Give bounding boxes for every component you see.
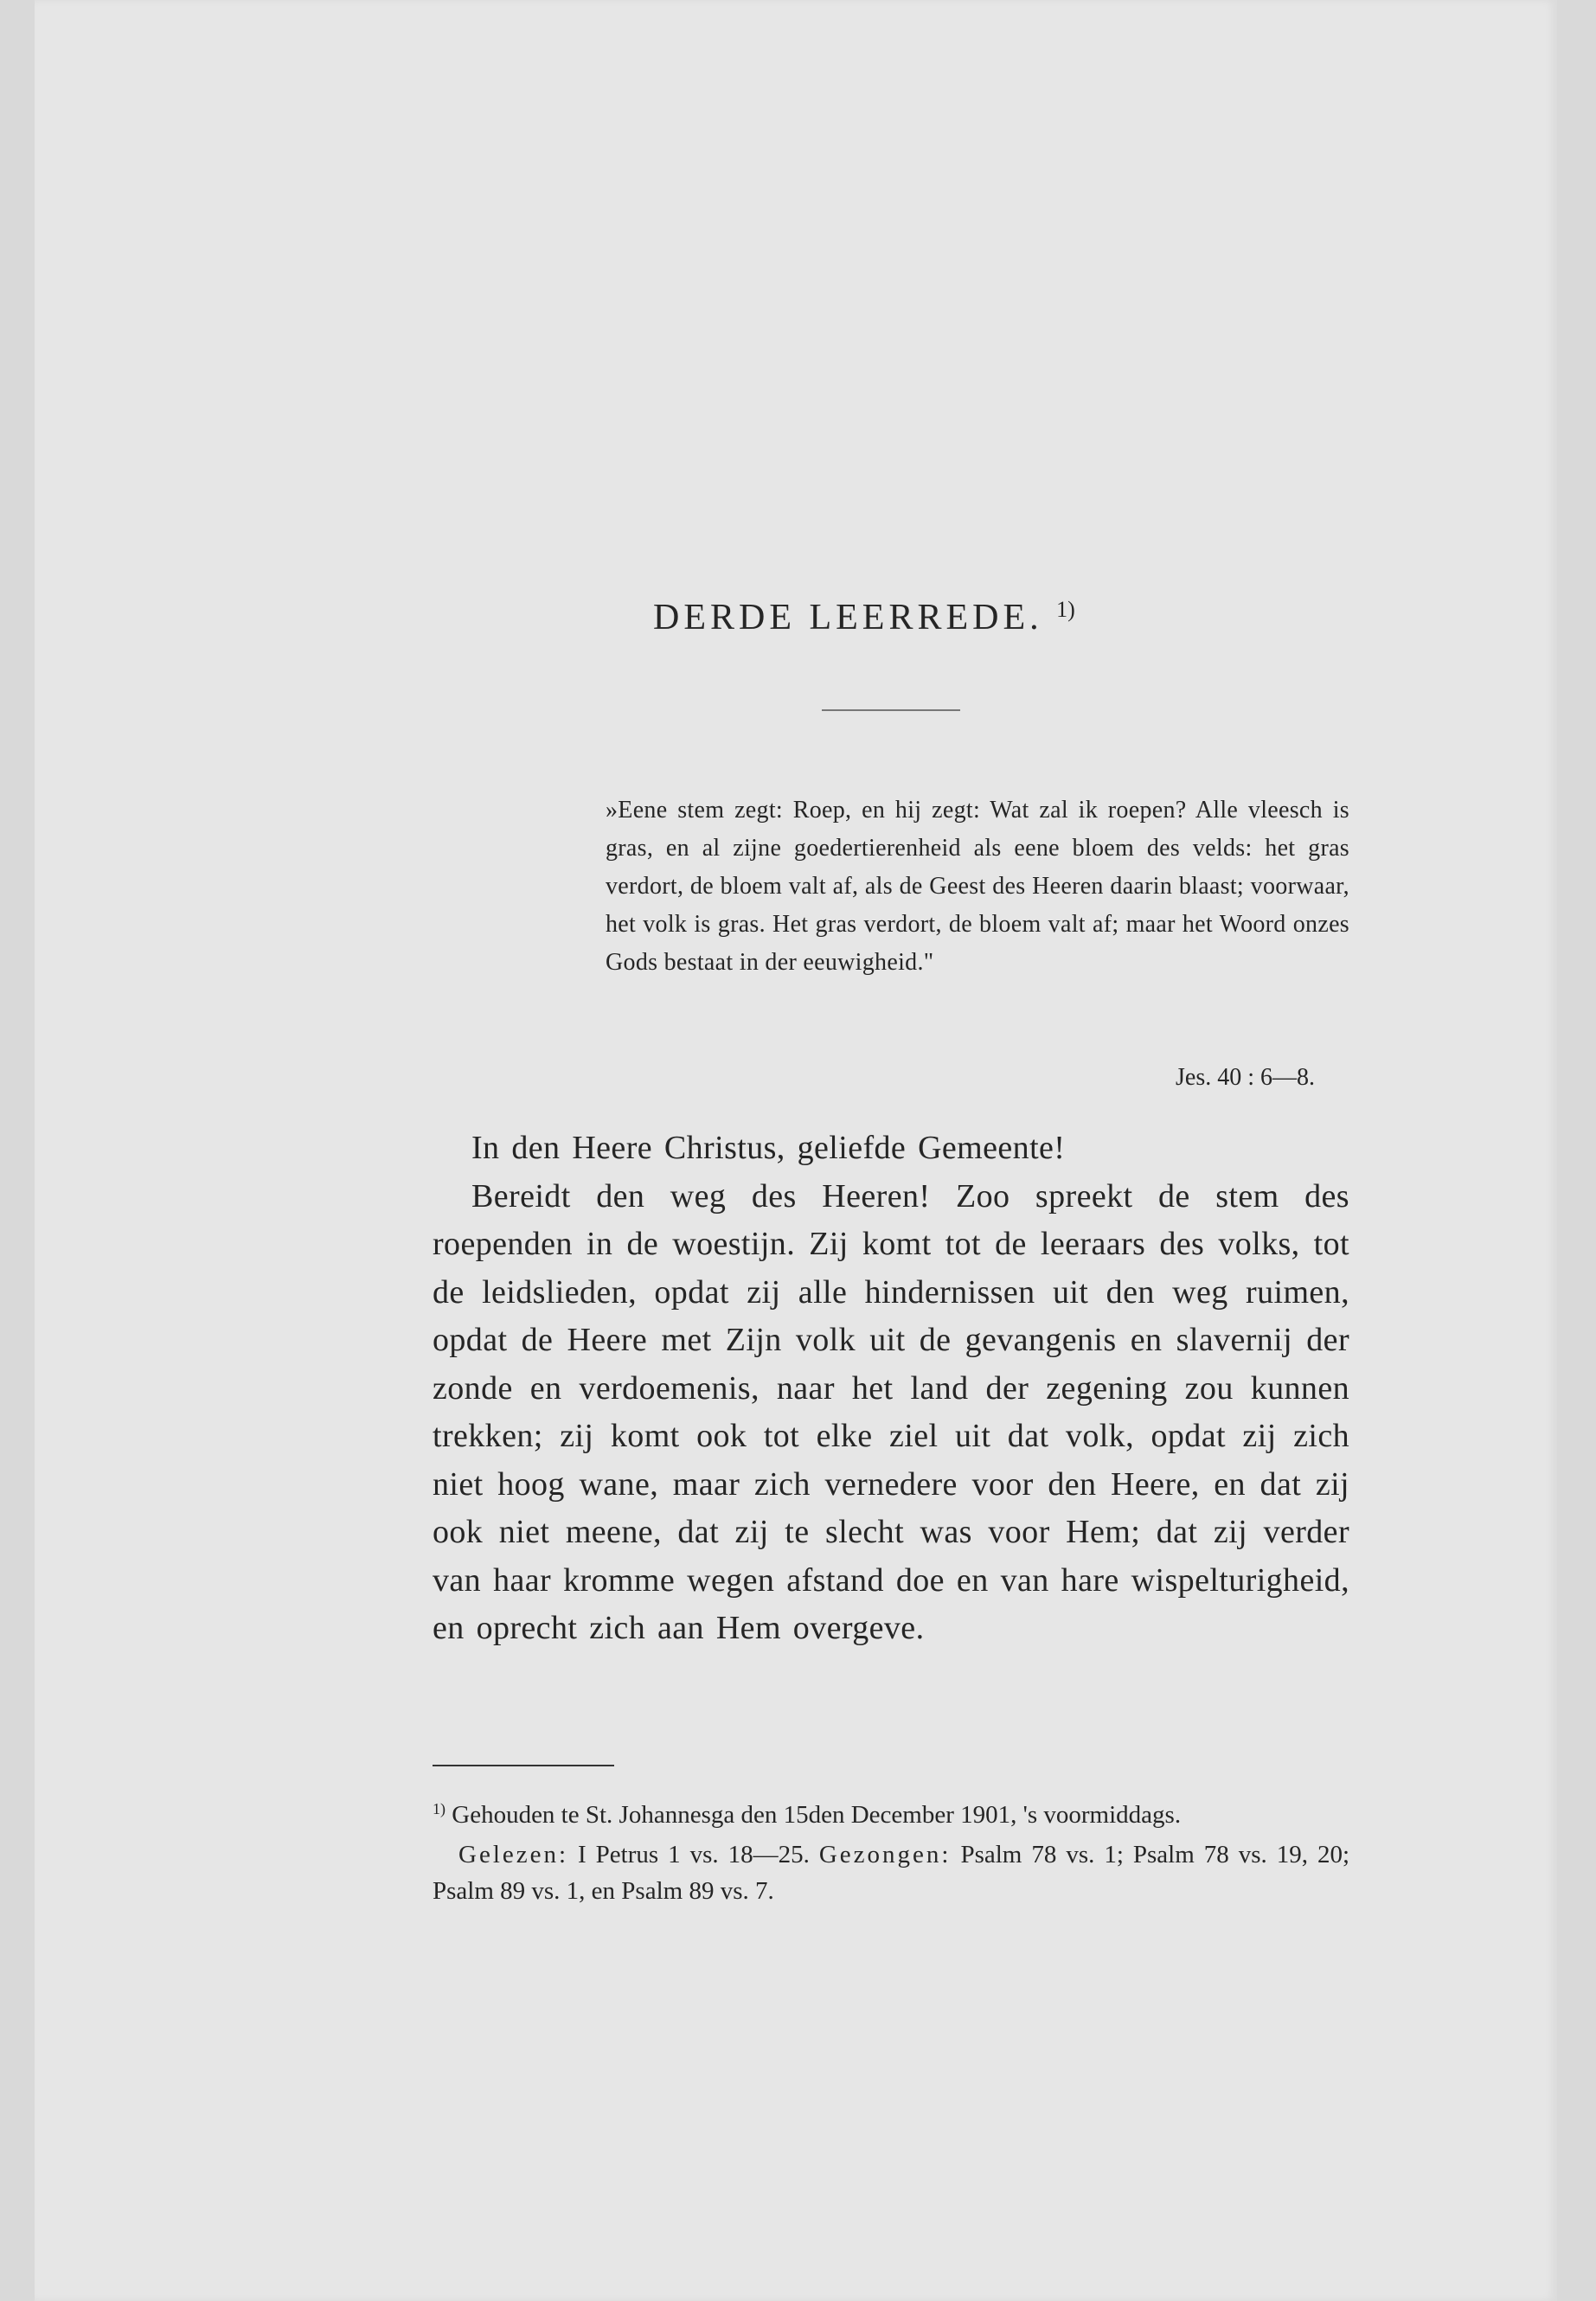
epigraph-quote: »Eene stem zegt: Roep, en hij zegt: Wat zal ik roepen? Alle vleesch is gras, en al zijne goedertierenheid als eene bloem des velds: het gras verdort, de bloem valt af, als de Geest des Heeren daarin blaast; voorwaar, het volk is gras. Het gras verdort, de bloem valt af; maar het Woord onzes Gods bestaat in der eeuwigheid." [606,797,1349,976]
sermon-body [433,1125,1349,1653]
salutation: In den Heere Christus, geliefde Gemeente! [471,1130,1066,1166]
footnote-marker: 1) [433,1800,445,1817]
footnote-1 [433,1791,1349,1833]
main-paragraph: Bereidt den weg des Heeren! Zoo spreekt de stem des roependen in de woestijn. Zij komt tot de leeraars des volks, tot de leidslieden, opdat zij alle hindernissen uit den weg ruimen, opdat de Heere met Zijn volk uit de gevangenis en slavernij der zonde en verdoemenis, naar het land der zegening zou kunnen trekken; zij komt ook tot elke ziel uit dat volk, opdat zij zich niet hoog wane, maar zich vernedere voor den Heere, en dat zij ook niet meene, dat zij te slecht was voor Hem; dat zij verder van haar kromme wegen afstand doe en van hare wispelturigheid, en oprecht zich aan Hem overgeve. [433,1177,1349,1646]
sung-text: Psalm 78 vs. 1; Psalm 78 vs. 19, 20; Psalm 89 vs. 1, en Psalm 89 vs. 7. [433,1841,1350,1905]
title-divider [822,709,960,711]
read-label: Gelezen: [458,1841,569,1868]
footnote-service-info [433,1836,1349,1909]
title-text: DERDE LEERREDE. [653,598,1043,638]
title-footnote-marker: 1) [1056,597,1075,622]
page-title [653,597,1075,638]
footnotes [433,1791,1349,1909]
epigraph-reference: Jes. 40 : 6—8. [1176,1064,1315,1091]
sung-label: Gezongen: [818,1841,952,1868]
footnote-divider [433,1765,614,1766]
footnote-text: Gehouden te St. Johannesga den 15den December 1901, 's voormiddags. [452,1801,1182,1829]
page [35,0,1557,2301]
read-text: I Petrus 1 vs. 18—25. [578,1841,810,1868]
